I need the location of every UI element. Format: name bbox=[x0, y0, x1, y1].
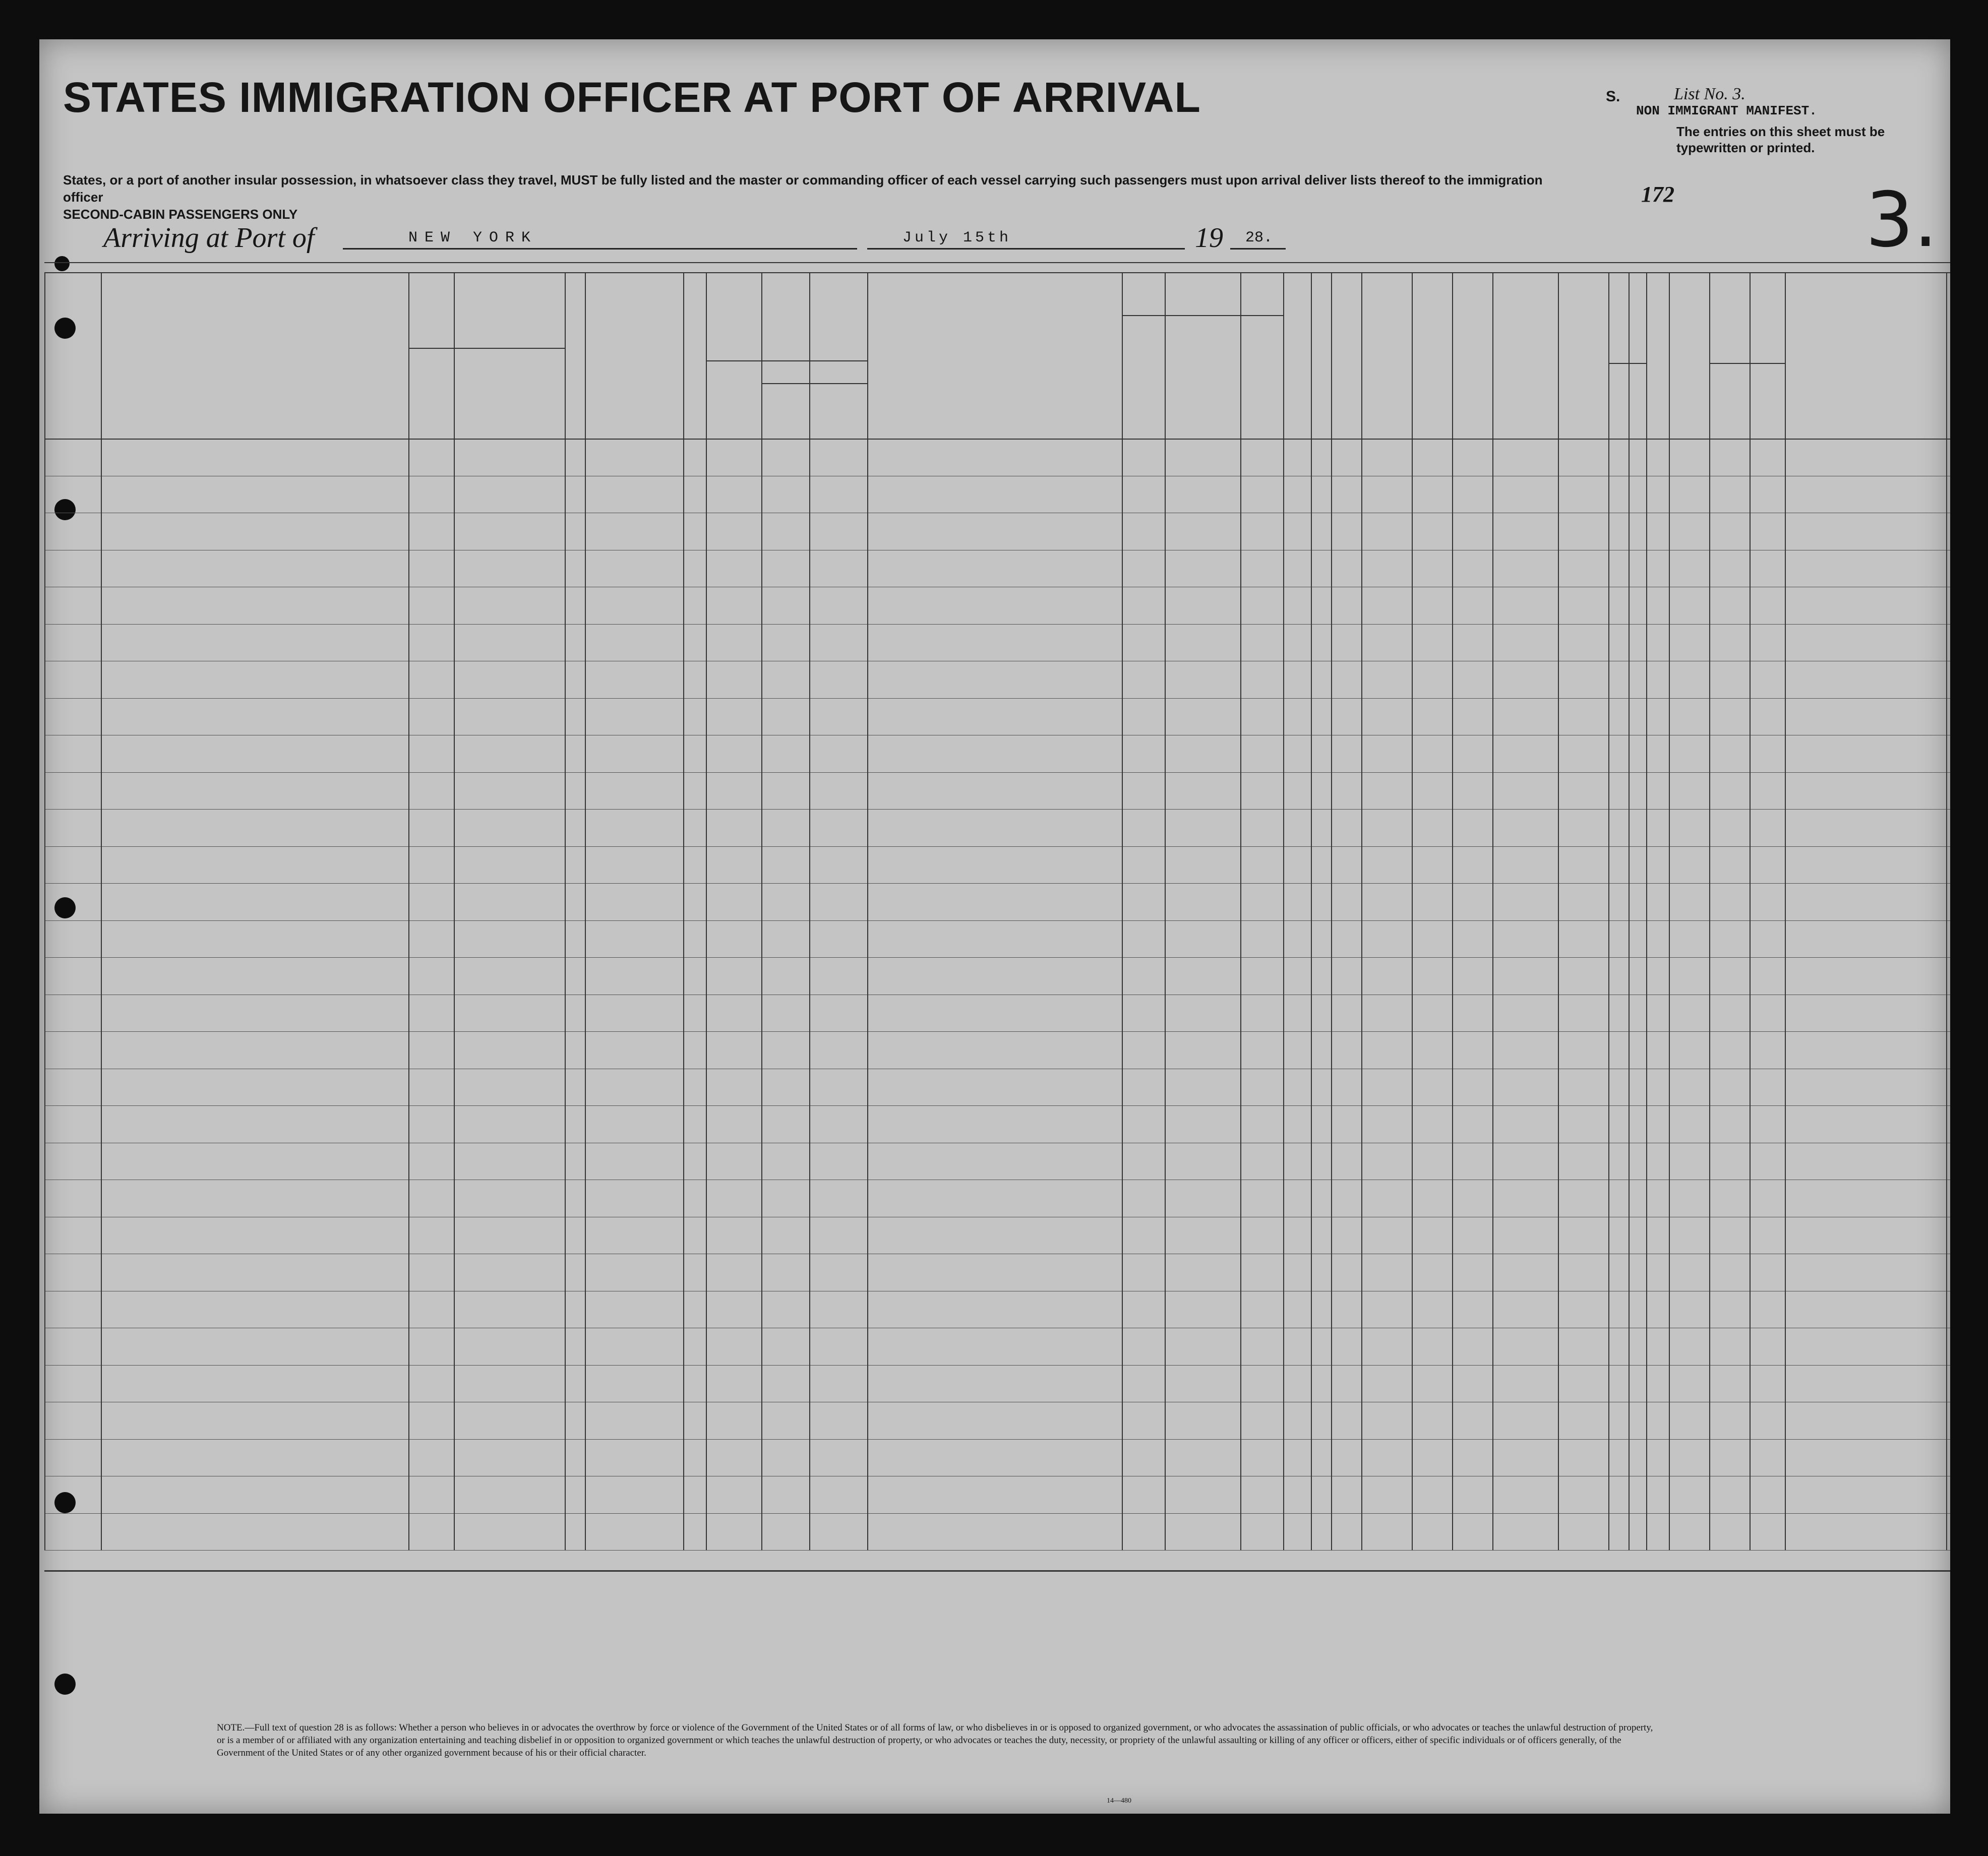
column-line bbox=[1750, 272, 1751, 1550]
column-line bbox=[809, 272, 810, 1550]
column-line bbox=[1283, 272, 1284, 1550]
grid-top-line bbox=[44, 262, 1950, 263]
year-prefix: 19 bbox=[1195, 222, 1223, 254]
column-line bbox=[1361, 272, 1362, 1550]
column-line bbox=[454, 272, 455, 1550]
column-line bbox=[585, 272, 586, 1550]
column-line bbox=[1709, 272, 1710, 1550]
row-line bbox=[44, 846, 1950, 847]
grid-bottom-line bbox=[44, 1570, 1950, 1572]
column-line bbox=[408, 272, 409, 1550]
footnote: NOTE.—Full text of question 28 is as follows: Whether a person who believes in or advocates the overthrow by force or violence of the Government of the United States or of all forms of law, or who disbelieves in or is opposed to organized government, or who advocates the assassination of public officials, or who advocates or teaches the unlawful destruction of property, or is a member of or affiliated with any organization entertaining and teaching disbelief in or opposition to organized government or which teaches the unlawful destruction of property, or who advocates or teaches the duty, necessity, or propriety of the unlawful assaulting or killing of any officer or officers, either of specific individuals or of officers generally, of the Government of the United States or of any other organized government because of his or their official character. bbox=[217, 1722, 1653, 1758]
row-line bbox=[44, 920, 1950, 921]
column-line bbox=[1785, 272, 1786, 1550]
page-title: STATES IMMIGRATION OFFICER AT PORT OF ARRIVAL bbox=[63, 74, 1201, 121]
row-line bbox=[44, 624, 1950, 625]
purpose-divider bbox=[1122, 315, 1283, 316]
column-line bbox=[1669, 272, 1670, 1550]
column-line bbox=[1165, 272, 1166, 1550]
column-line bbox=[683, 272, 684, 1550]
class-line: SECOND-CABIN PASSENGERS ONLY bbox=[63, 207, 298, 222]
instructions-text: States, or a port of another insular possession, in whatsoever class they travel, MUST be fully listed and the master or commanding officer of each vessel carrying such passengers must upon arrival deliver lists thereof to the immigration officer bbox=[63, 172, 1543, 205]
column-line bbox=[1608, 272, 1609, 1550]
color-divider bbox=[1709, 363, 1785, 364]
row-line bbox=[44, 1439, 1950, 1440]
list-number: List No. 3. bbox=[1674, 85, 1745, 103]
sheet-number: 3. bbox=[1865, 176, 1938, 264]
column-line bbox=[101, 272, 102, 1550]
before-divider bbox=[706, 360, 867, 361]
arriving-label: Arriving at Port of bbox=[103, 222, 315, 254]
row-line bbox=[44, 1105, 1950, 1106]
row-line bbox=[44, 809, 1950, 810]
column-line bbox=[706, 272, 707, 1550]
column-line bbox=[1946, 272, 1947, 1550]
manifest-title: NON IMMIGRANT MANIFEST. bbox=[1636, 103, 1817, 118]
column-line bbox=[1452, 272, 1453, 1550]
row-line bbox=[44, 698, 1950, 699]
row-line bbox=[44, 1513, 1950, 1514]
row-line bbox=[44, 1365, 1950, 1366]
row-line bbox=[44, 772, 1950, 773]
column-line bbox=[565, 272, 566, 1550]
final-destination-divider bbox=[408, 348, 565, 349]
column-line bbox=[44, 272, 45, 1550]
date-value: July 15th bbox=[902, 229, 1012, 246]
column-line bbox=[1240, 272, 1241, 1550]
row-line bbox=[44, 883, 1950, 884]
column-line bbox=[761, 272, 762, 1550]
column-line bbox=[1646, 272, 1647, 1550]
height-divider bbox=[1608, 363, 1646, 364]
manifest-note: The entries on this sheet must be typewritten or printed. bbox=[1676, 124, 1885, 155]
column-line bbox=[1558, 272, 1559, 1550]
column-line bbox=[1412, 272, 1413, 1550]
form-number: 14—480 bbox=[1107, 1797, 1131, 1805]
manifest-s: S. bbox=[1606, 88, 1620, 105]
row-line bbox=[44, 957, 1950, 958]
column-line bbox=[867, 272, 868, 1550]
grid-body-line bbox=[44, 439, 1950, 440]
column-line bbox=[1122, 272, 1123, 1550]
column-line bbox=[1311, 272, 1312, 1550]
year-value: 28. bbox=[1245, 229, 1273, 246]
if-yes-divider bbox=[761, 383, 867, 384]
stamp-number: 172 bbox=[1641, 182, 1674, 207]
row-line bbox=[44, 1031, 1950, 1032]
column-line bbox=[1492, 272, 1493, 1550]
grid-header-line bbox=[44, 272, 1950, 273]
port-value: NEW YORK bbox=[408, 229, 538, 246]
column-line bbox=[1331, 272, 1332, 1550]
column-line bbox=[1629, 272, 1630, 1550]
row-line bbox=[44, 1550, 1950, 1551]
